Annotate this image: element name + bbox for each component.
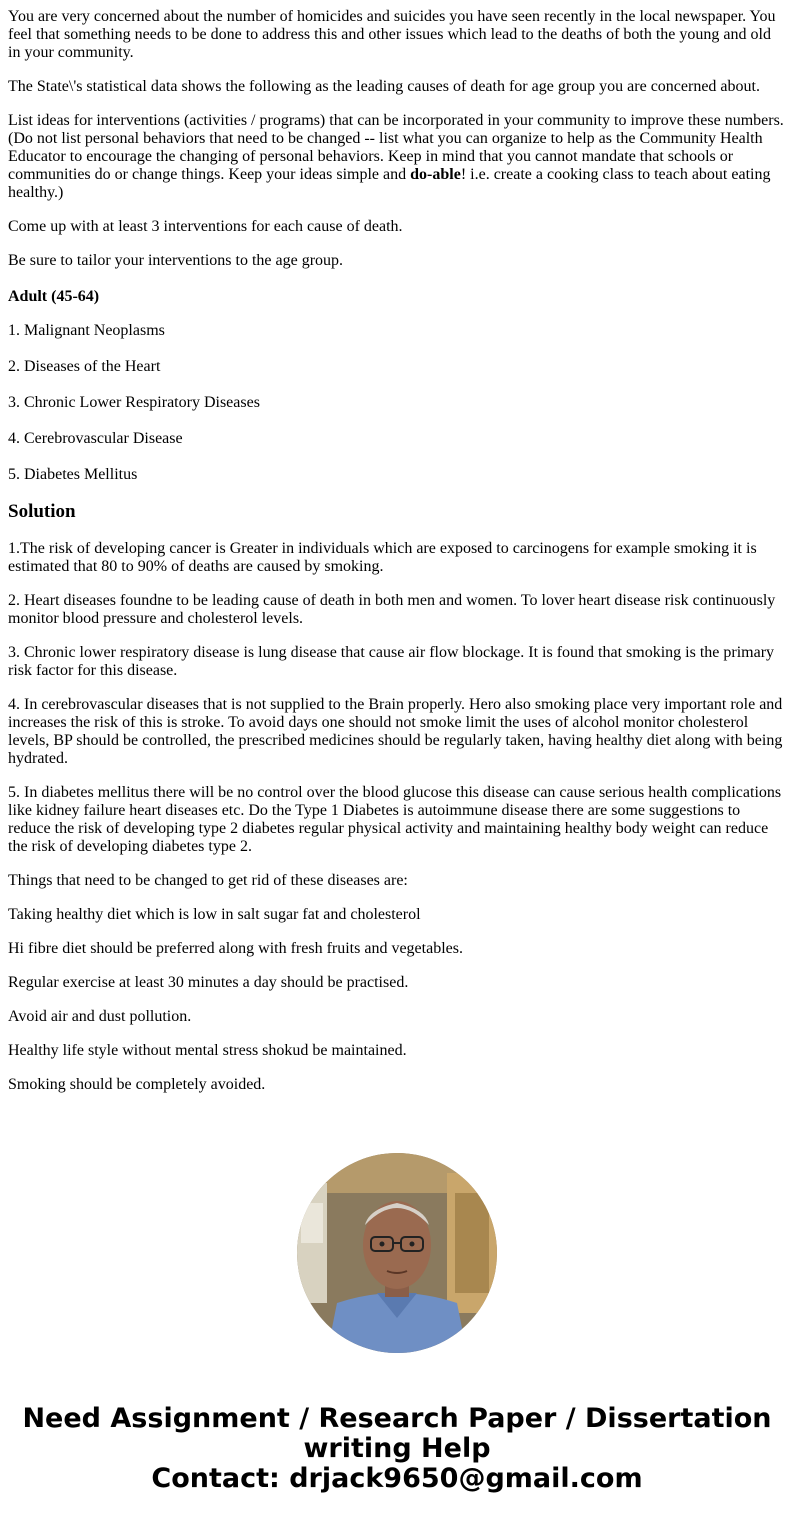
cause-item: 5. Diabetes Mellitus	[8, 466, 138, 483]
stats-line: The State\'s statistical data shows the following as the leading causes of death for age group you are concerned about.	[8, 78, 760, 95]
causes-list	[8, 322, 786, 484]
age-group	[8, 288, 786, 306]
footer-call-to-action	[0, 1404, 794, 1494]
answer-item: 1.The risk of developing cancer is Greater in individuals which are exposed to carcinogens for example smoking it is estimated that 80 to 90% of deaths are caused by smoking.	[8, 540, 757, 575]
change-item: Avoid air and dust pollution.	[8, 1008, 192, 1025]
footer-contact: Contact: drjack9650@gmail.com	[151, 1463, 643, 1494]
footer-line-2: writing Help	[303, 1433, 491, 1464]
cause-item: 1. Malignant Neoplasms	[8, 322, 165, 339]
cause-item: 3. Chronic Lower Respiratory Diseases	[8, 394, 260, 411]
author-avatar	[297, 1153, 497, 1353]
tailor-note: Be sure to tailor your interventions to the age group.	[8, 252, 344, 269]
instructions-part1: List ideas for interventions (activities / programs) that can be incorporated in your community to improve these numbers. (Do not list personal behaviors that need to be changed -- list what you can organize to help as the Community Health Educator to encourage the changing of personal behaviors. Keep in mind that you cannot mandate that schools or communities do or change things. Keep your ideas simple and	[8, 112, 784, 183]
change-item: Hi fibre diet should be preferred along with fresh fruits and vegetables.	[8, 940, 463, 957]
author-portrait-image	[297, 1153, 497, 1353]
answer-item: 4. In cerebrovascular diseases that is not supplied to the Brain properly. Hero also smoking place very important role and increases the risk of this is stroke. To avoid days one should not smoke limit the uses of alcohol monitor cholesterol levels, BP should be controlled, the prescribed medicines should be regularly taken, having healthy diet along with being hydrated.	[8, 696, 783, 767]
change-item: Taking healthy diet which is low in salt sugar fat and cholesterol	[8, 906, 421, 923]
instructions	[8, 112, 786, 202]
changes-intro: Things that need to be changed to get rid of these diseases are:	[8, 872, 408, 889]
age-group-label: Adult (45-64)	[8, 288, 100, 305]
minimum-requirement: Come up with at least 3 interventions for each cause of death.	[8, 218, 403, 235]
instructions-part2: ! i.e. create a cooking class to teach about eating healthy.)	[8, 166, 771, 201]
cause-item: 4. Cerebrovascular Disease	[8, 430, 183, 447]
answer-item: 5. In diabetes mellitus there will be no control over the blood glucose this disease can cause serious health complications like kidney failure heart diseases etc. Do the Type 1 Diabetes is autoimmune disease there are some suggestions to reduce the risk of developing type 2 diabetes regular physical activity and maintaining healthy body weight can reduce the risk of developing diabetes type 2.	[8, 784, 782, 855]
question-intro: You are very concerned about the number of homicides and suicides you have seen recently in the local newspaper. You feel that something needs to be done to address this and other issues which lead to the deaths of both the young and old in your community.	[8, 8, 776, 61]
footer-line-1: Need Assignment / Research Paper / Dissertation	[22, 1403, 772, 1434]
change-item: Smoking should be completely avoided.	[8, 1076, 266, 1093]
cause-item: 2. Diseases of the Heart	[8, 358, 161, 375]
instructions-bold: do-able	[410, 166, 461, 183]
answer-item: 2. Heart diseases foundne to be leading cause of death in both men and women. To lover heart disease risk continuously monitor blood pressure and cholesterol levels.	[8, 592, 776, 627]
solution-heading: Solution	[8, 501, 76, 522]
change-item: Regular exercise at least 30 minutes a day should be practised.	[8, 974, 409, 991]
answer-item: 3. Chronic lower respiratory disease is lung disease that cause air flow blockage. It is found that smoking is the primary risk factor for this disease.	[8, 644, 775, 679]
change-item: Healthy life style without mental stress shokud be maintained.	[8, 1042, 407, 1059]
